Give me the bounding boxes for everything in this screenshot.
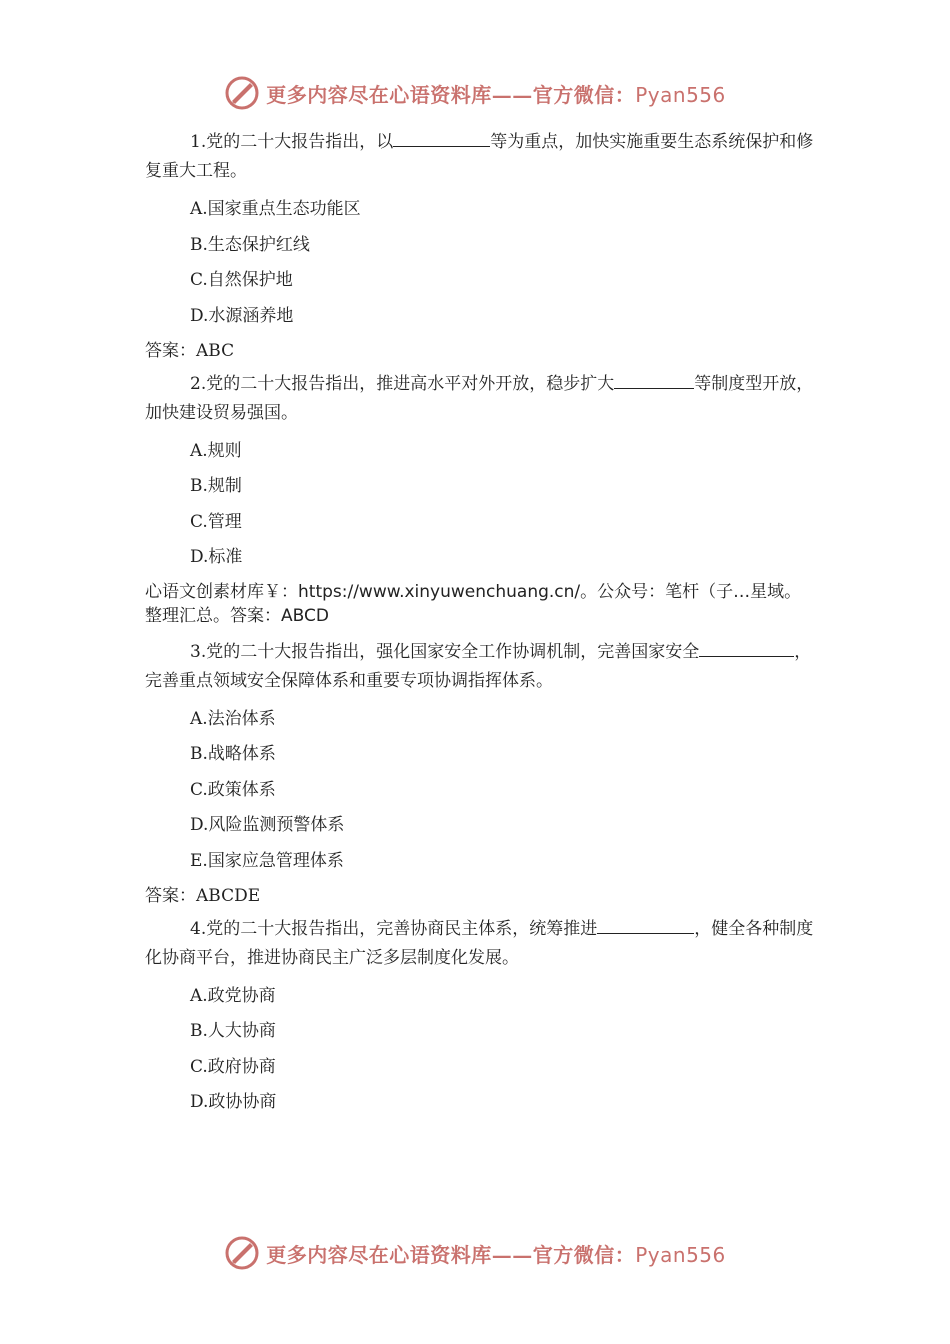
brush-logo-icon	[224, 75, 260, 111]
option: C.自然保护地	[190, 270, 293, 290]
document-body	[145, 128, 825, 1121]
source-note: 心语文创素材库￥：https://www.xinyuwenchuang.cn/。公众号：笔杆（子…星域。	[145, 581, 802, 602]
bottom-banner	[0, 1233, 950, 1273]
answer-blank	[393, 129, 490, 147]
question-3: 3.党的二十大报告指出，强化国家安全工作协调机制，完善国家安全 ，完善重点领域安全保障体系和重要专项协调指挥体系。	[145, 638, 825, 696]
question-1: 1.党的二十大报告指出，以 等为重点，加快实施重要生态系统保护和修复重大工程。	[145, 128, 825, 186]
option: A.政党协商	[190, 985, 276, 1006]
option: A.规则	[190, 440, 242, 461]
option: B.人大协商	[190, 1021, 276, 1041]
option: B.战略体系	[190, 744, 276, 764]
option: D.政协协商	[190, 1092, 277, 1112]
option: D.风险监测预警体系	[190, 815, 345, 835]
option: A.国家重点生态功能区	[190, 199, 361, 219]
answer-blank	[614, 371, 694, 389]
option: B.规制	[190, 476, 242, 496]
banner-text: 更多内容尽在心语资料库——官方微信：Pyan556	[266, 82, 726, 107]
answer-blank	[699, 639, 794, 657]
option: B.生态保护红线	[190, 234, 310, 255]
answer: 答案：ABC	[145, 341, 235, 361]
top-banner	[0, 73, 950, 113]
option: D.水源涵养地	[190, 305, 294, 326]
question-4: 4.党的二十大报告指出，完善协商民主体系，统筹推进 ，健全各种制度化协商平台，推进协商民主广泛多层制度化发展。	[145, 915, 825, 973]
option: D.标准	[190, 547, 243, 567]
option: C.管理	[190, 511, 242, 532]
option: A.法治体系	[190, 708, 276, 729]
banner-text: 更多内容尽在心语资料库——官方微信：Pyan556	[266, 1242, 726, 1267]
answer: 整理汇总。答案：ABCD	[145, 605, 329, 626]
answer-blank	[597, 916, 694, 934]
answer: 答案：ABCDE	[145, 886, 261, 906]
option: E.国家应急管理体系	[190, 850, 344, 871]
option: C.政策体系	[190, 779, 276, 800]
option: C.政府协商	[190, 1056, 276, 1077]
question-2: 2.党的二十大报告指出，推进高水平对外开放，稳步扩大 等制度型开放，加快建设贸易强国。	[145, 370, 825, 428]
brush-logo-icon	[224, 1235, 260, 1271]
